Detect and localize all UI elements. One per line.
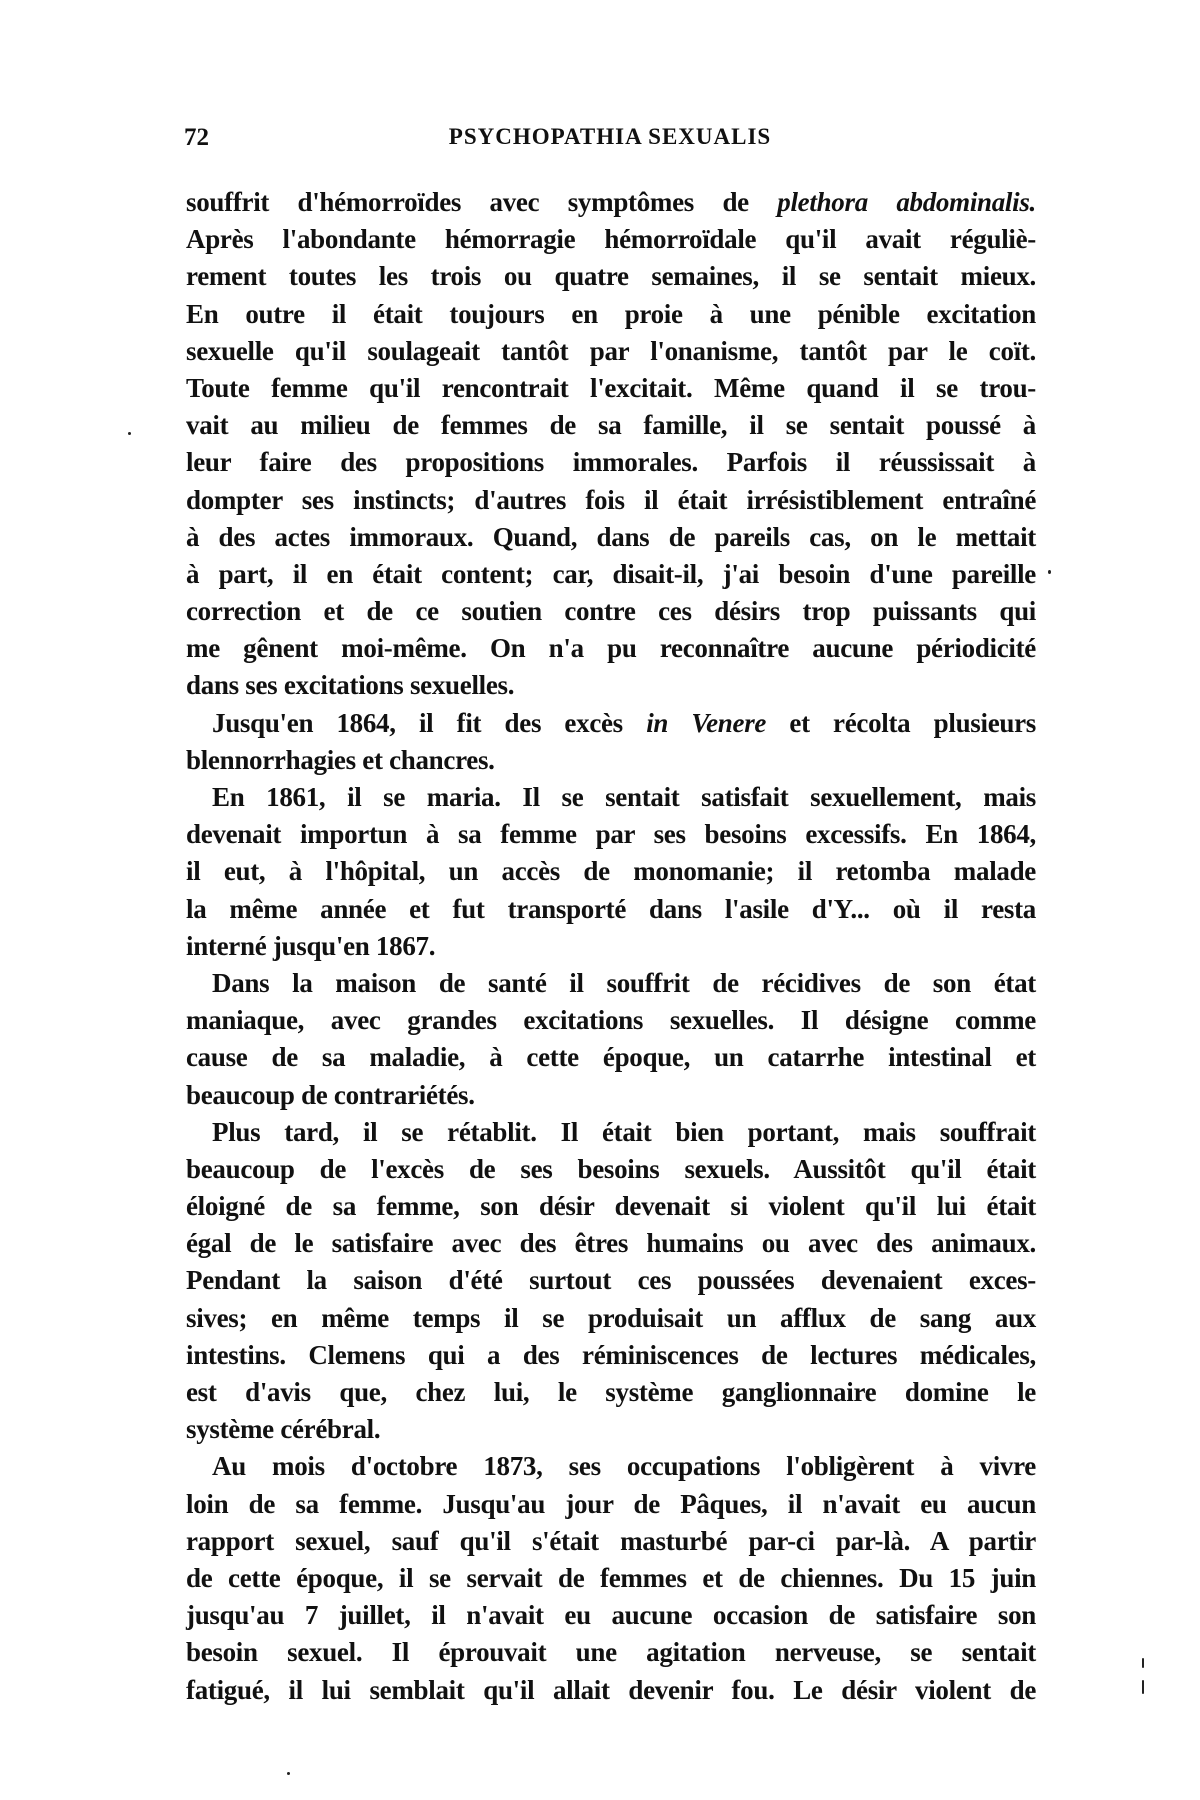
text-line: Après l'abondante hémorragie hémorroïdale qu'il avait réguliè- bbox=[186, 224, 1036, 255]
text-line: leur faire des propositions immorales. Parfois il réussissait à bbox=[186, 447, 1036, 478]
text-line: dompter ses instincts; d'autres fois il était irrésistiblement entraîné bbox=[186, 484, 1036, 515]
text-line: correction et de ce soutien contre ces désirs trop puissants qui bbox=[186, 596, 1036, 627]
text-line: Plus tard, il se rétablit. Il était bien portant, mais souffrait bbox=[212, 1116, 1036, 1147]
paragraph bbox=[186, 1448, 1036, 1708]
text-line: blennorrhagies et chancres. bbox=[186, 744, 495, 775]
text-line: sives; en même temps il se produisait un afflux de sang aux bbox=[186, 1302, 1036, 1333]
scan-speck bbox=[1142, 1658, 1144, 1668]
text-line bbox=[186, 184, 1036, 221]
text-line: beaucoup de l'excès de ses besoins sexuels. Aussitôt qu'il était bbox=[186, 1153, 1036, 1184]
text-line: maniaque, avec grandes excitations sexuelles. Il désigne comme bbox=[186, 1005, 1036, 1036]
scan-speck bbox=[287, 1772, 290, 1775]
paragraph bbox=[186, 779, 1036, 965]
text-line: dans ses excitations sexuelles. bbox=[186, 670, 515, 701]
text-line: éloigné de sa femme, son désir devenait si violent qu'il lui était bbox=[186, 1191, 1036, 1222]
text-line: jusqu'au 7 juillet, il n'avait eu aucune occasion de satisfaire son bbox=[186, 1600, 1036, 1631]
text-line: Pendant la saison d'été surtout ces poussées devenaient exces- bbox=[186, 1265, 1036, 1296]
text-line: interné jusqu'en 1867. bbox=[186, 930, 436, 961]
page-header bbox=[184, 124, 1036, 158]
italic-phrase: in Venere bbox=[646, 707, 767, 738]
text-line: égal de le satisfaire avec des êtres humains ou avec des animaux. bbox=[186, 1228, 1036, 1259]
scan-speck bbox=[128, 432, 131, 435]
paragraph bbox=[186, 965, 1036, 1114]
paragraph bbox=[186, 705, 1036, 779]
text-line: me gênent moi-même. On n'a pu reconnaître aucune périodicité bbox=[186, 633, 1036, 664]
scan-speck bbox=[1142, 1680, 1144, 1694]
text-line: est d'avis que, chez lui, le système ganglionnaire domine le bbox=[186, 1377, 1036, 1407]
text-segment: et récolta plusieurs bbox=[766, 707, 1037, 738]
text-line: En outre il était toujours en proie à une pénible excitation bbox=[186, 298, 1036, 329]
text-line: à des actes immoraux. Quand, dans de pareils cas, on le mettait bbox=[186, 521, 1036, 552]
text-line: beaucoup de contrariétés. bbox=[186, 1079, 475, 1110]
text-line: il eut, à l'hôpital, un accès de monomanie; il retomba malade bbox=[186, 856, 1036, 887]
text-line: la même année et fut transporté dans l'asile d'Y... où il resta bbox=[186, 893, 1036, 924]
scan-speck bbox=[1048, 570, 1051, 574]
running-title: PSYCHOPATHIA SEXUALIS bbox=[448, 124, 772, 149]
text-line: devenait importun à sa femme par ses besoins excessifs. En 1864, bbox=[186, 819, 1036, 850]
text-segment: souffrit d'hémorroïdes avec symptômes de bbox=[186, 187, 778, 217]
text-line: Toute femme qu'il rencontrait l'excitait. Même quand il se trou- bbox=[186, 372, 1036, 403]
text-line: rement toutes les trois ou quatre semaines, il se sentait mieux. bbox=[186, 261, 1036, 292]
text-line: rapport sexuel, sauf qu'il s'était masturbé par-ci par-là. A partir bbox=[186, 1525, 1036, 1556]
paragraph bbox=[186, 184, 1036, 705]
text-line: vait au milieu de femmes de sa famille, il se sentait poussé à bbox=[186, 410, 1036, 441]
text-line: Dans la maison de santé il souffrit de récidives de son état bbox=[212, 967, 1036, 998]
text-line: sexuelle qu'il soulageait tantôt par l'onanisme, tantôt par le coït. bbox=[186, 335, 1036, 366]
italic-phrase: plethora abdominalis. bbox=[777, 187, 1036, 217]
text-line: Au mois d'octobre 1873, ses occupations l'obligèrent à vivre bbox=[212, 1451, 1036, 1482]
body-text bbox=[186, 184, 1036, 1709]
text-line: cause de sa maladie, à cette époque, un catarrhe intestinal et bbox=[186, 1042, 1036, 1073]
text-line: de cette époque, il se servait de femmes et de chiennes. Du 15 juin bbox=[186, 1562, 1036, 1593]
text-line: fatigué, il lui semblait qu'il allait devenir fou. Le désir violent de bbox=[186, 1674, 1036, 1705]
text-line bbox=[186, 705, 1036, 742]
text-line: loin de sa femme. Jusqu'au jour de Pâques, il n'avait eu aucun bbox=[186, 1488, 1036, 1519]
page-number: 72 bbox=[184, 124, 209, 151]
text-line: intestins. Clemens qui a des réminiscences de lectures médicales, bbox=[186, 1339, 1036, 1370]
paragraph bbox=[186, 1114, 1036, 1449]
text-line: En 1861, il se maria. Il se sentait satisfait sexuellement, mais bbox=[212, 782, 1036, 812]
text-segment: Jusqu'en 1864, il fit des excès bbox=[212, 707, 647, 738]
text-line: à part, il en était content; car, disait-il, j'ai besoin d'une pareille bbox=[186, 558, 1036, 589]
text-line: besoin sexuel. Il éprouvait une agitation nerveuse, se sentait bbox=[186, 1637, 1036, 1668]
text-line: système cérébral. bbox=[186, 1414, 381, 1445]
